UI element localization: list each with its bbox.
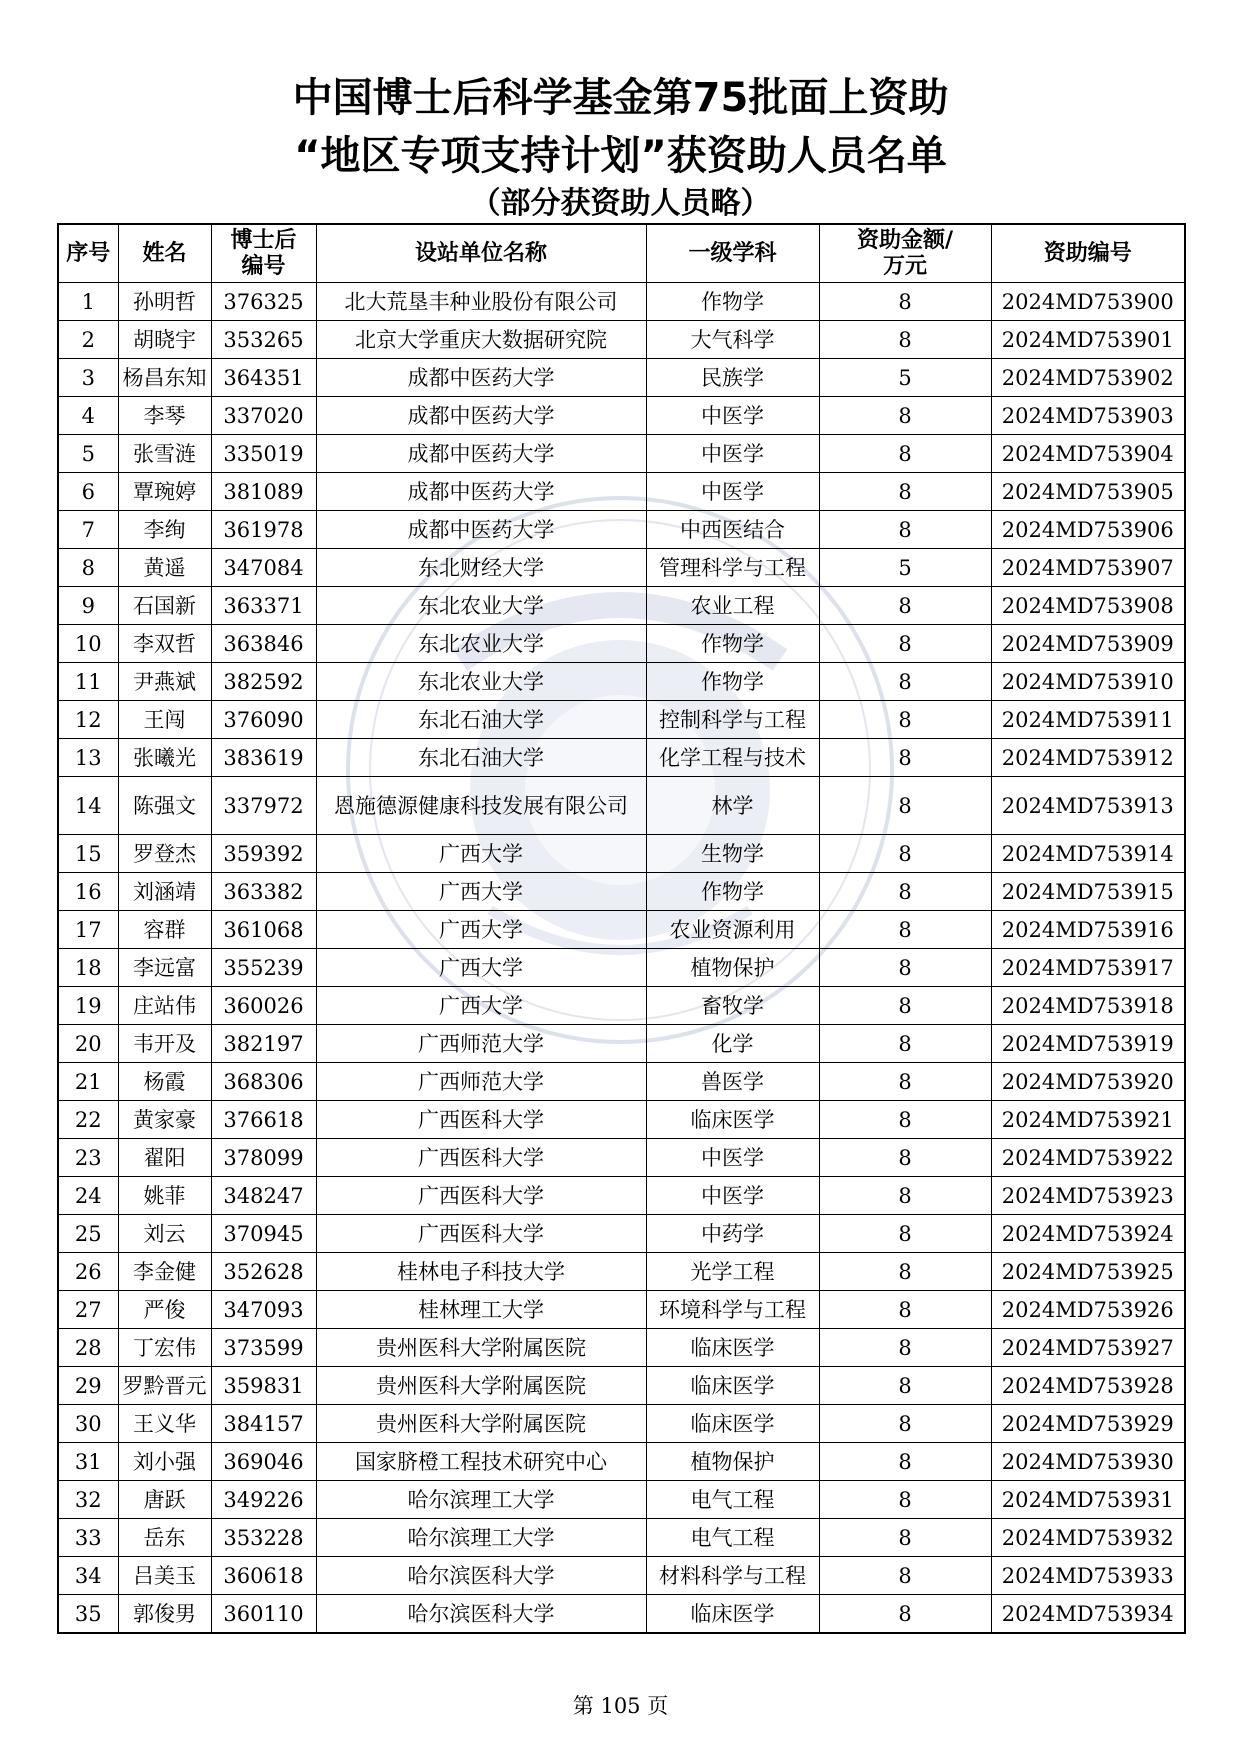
cell-name: 郭俊男: [118, 1595, 211, 1634]
cell-discipline: 作物学: [646, 283, 819, 321]
cell-discipline: 林学: [646, 777, 819, 835]
cell-discipline: 中医学: [646, 473, 819, 511]
cell-discipline: 作物学: [646, 663, 819, 701]
cell-grant-id: 2024MD753905: [991, 473, 1185, 511]
cell-grant-id: 2024MD753907: [991, 549, 1185, 587]
cell-institution: 国家脐橙工程技术研究中心: [316, 1443, 646, 1481]
cell-index: 10: [58, 625, 118, 663]
cell-name: 韦开及: [118, 1025, 211, 1063]
cell-index: 7: [58, 511, 118, 549]
table-row: [58, 777, 1185, 835]
cell-grant-id: 2024MD753917: [991, 949, 1185, 987]
cell-name: 李远富: [118, 949, 211, 987]
cell-postdoc-id: 355239: [211, 949, 316, 987]
cell-discipline: 植物保护: [646, 1443, 819, 1481]
cell-index: 34: [58, 1557, 118, 1595]
table-row: [58, 1215, 1185, 1253]
cell-amount: 8: [819, 663, 991, 701]
cell-index: 25: [58, 1215, 118, 1253]
cell-amount: 8: [819, 949, 991, 987]
cell-postdoc-id: 382197: [211, 1025, 316, 1063]
cell-grant-id: 2024MD753910: [991, 663, 1185, 701]
funding-recipients-table: [57, 223, 1186, 1634]
cell-name: 覃琬婷: [118, 473, 211, 511]
cell-discipline: 电气工程: [646, 1519, 819, 1557]
cell-amount: 8: [819, 1253, 991, 1291]
cell-amount: 8: [819, 1595, 991, 1634]
cell-name: 容群: [118, 911, 211, 949]
cell-discipline: 环境科学与工程: [646, 1291, 819, 1329]
cell-grant-id: 2024MD753922: [991, 1139, 1185, 1177]
cell-index: 4: [58, 397, 118, 435]
cell-index: 16: [58, 873, 118, 911]
cell-postdoc-id: 349226: [211, 1481, 316, 1519]
cell-name: 石国新: [118, 587, 211, 625]
cell-amount: 8: [819, 873, 991, 911]
cell-postdoc-id: 376618: [211, 1101, 316, 1139]
cell-amount: 8: [819, 1557, 991, 1595]
cell-grant-id: 2024MD753923: [991, 1177, 1185, 1215]
cell-index: 30: [58, 1405, 118, 1443]
table-row: [58, 1139, 1185, 1177]
table-row: [58, 1253, 1185, 1291]
cell-discipline: 作物学: [646, 873, 819, 911]
cell-grant-id: 2024MD753913: [991, 777, 1185, 835]
cell-grant-id: 2024MD753921: [991, 1101, 1185, 1139]
cell-name: 李金健: [118, 1253, 211, 1291]
page-number: 第 105 页: [572, 1694, 669, 1718]
cell-institution: 东北农业大学: [316, 625, 646, 663]
cell-name: 李琴: [118, 397, 211, 435]
cell-institution: 成都中医药大学: [316, 359, 646, 397]
cell-postdoc-id: 378099: [211, 1139, 316, 1177]
cell-institution: 广西大学: [316, 873, 646, 911]
cell-amount: 5: [819, 359, 991, 397]
table-row: [58, 1291, 1185, 1329]
cell-postdoc-id: 384157: [211, 1405, 316, 1443]
cell-name: 孙明哲: [118, 283, 211, 321]
cell-discipline: 中西医结合: [646, 511, 819, 549]
cell-index: 27: [58, 1291, 118, 1329]
cell-grant-id: 2024MD753924: [991, 1215, 1185, 1253]
cell-index: 31: [58, 1443, 118, 1481]
cell-grant-id: 2024MD753929: [991, 1405, 1185, 1443]
cell-index: 12: [58, 701, 118, 739]
cell-name: 张曦光: [118, 739, 211, 777]
table-row: [58, 1557, 1185, 1595]
table-row: [58, 1063, 1185, 1101]
document-title-line-1: 中国博士后科学基金第75批面上资助: [292, 75, 949, 121]
cell-index: 11: [58, 663, 118, 701]
table-row: [58, 987, 1185, 1025]
cell-name: 唐跃: [118, 1481, 211, 1519]
cell-grant-id: 2024MD753900: [991, 283, 1185, 321]
cell-name: 李双哲: [118, 625, 211, 663]
cell-institution: 桂林理工大学: [316, 1291, 646, 1329]
cell-institution: 桂林电子科技大学: [316, 1253, 646, 1291]
cell-amount: 8: [819, 1139, 991, 1177]
cell-index: 15: [58, 835, 118, 873]
header-amount: 资助金额/ 万元: [819, 224, 991, 283]
header-grant-id: 资助编号: [991, 224, 1185, 283]
table-row: [58, 283, 1185, 321]
cell-name: 罗登杰: [118, 835, 211, 873]
cell-amount: 5: [819, 549, 991, 587]
cell-name: 尹燕斌: [118, 663, 211, 701]
cell-grant-id: 2024MD753914: [991, 835, 1185, 873]
cell-postdoc-id: 337020: [211, 397, 316, 435]
table-row: [58, 359, 1185, 397]
table-row: [58, 1367, 1185, 1405]
cell-grant-id: 2024MD753932: [991, 1519, 1185, 1557]
cell-discipline: 兽医学: [646, 1063, 819, 1101]
cell-amount: 8: [819, 777, 991, 835]
cell-discipline: 中医学: [646, 435, 819, 473]
cell-grant-id: 2024MD753920: [991, 1063, 1185, 1101]
cell-discipline: 临床医学: [646, 1101, 819, 1139]
cell-amount: 8: [819, 1405, 991, 1443]
cell-name: 王义华: [118, 1405, 211, 1443]
cell-name: 刘小强: [118, 1443, 211, 1481]
cell-grant-id: 2024MD753919: [991, 1025, 1185, 1063]
cell-index: 33: [58, 1519, 118, 1557]
cell-amount: 8: [819, 987, 991, 1025]
cell-institution: 广西师范大学: [316, 1025, 646, 1063]
cell-institution: 成都中医药大学: [316, 435, 646, 473]
cell-name: 吕美玉: [118, 1557, 211, 1595]
cell-amount: 8: [819, 1367, 991, 1405]
cell-grant-id: 2024MD753930: [991, 1443, 1185, 1481]
cell-institution: 成都中医药大学: [316, 473, 646, 511]
cell-grant-id: 2024MD753916: [991, 911, 1185, 949]
cell-amount: 8: [819, 1025, 991, 1063]
cell-institution: 广西医科大学: [316, 1177, 646, 1215]
cell-discipline: 植物保护: [646, 949, 819, 987]
cell-amount: 8: [819, 321, 991, 359]
table-row: [58, 321, 1185, 359]
cell-amount: 8: [819, 1443, 991, 1481]
cell-amount: 8: [819, 911, 991, 949]
cell-index: 19: [58, 987, 118, 1025]
cell-discipline: 化学: [646, 1025, 819, 1063]
cell-institution: 东北农业大学: [316, 663, 646, 701]
cell-amount: 8: [819, 1291, 991, 1329]
cell-postdoc-id: 376090: [211, 701, 316, 739]
cell-institution: 贵州医科大学附属医院: [316, 1367, 646, 1405]
cell-name: 张雪涟: [118, 435, 211, 473]
cell-name: 严俊: [118, 1291, 211, 1329]
cell-discipline: 电气工程: [646, 1481, 819, 1519]
cell-index: 23: [58, 1139, 118, 1177]
cell-institution: 广西大学: [316, 911, 646, 949]
cell-name: 杨霞: [118, 1063, 211, 1101]
table-row: [58, 873, 1185, 911]
cell-institution: 广西师范大学: [316, 1063, 646, 1101]
cell-index: 24: [58, 1177, 118, 1215]
cell-name: 黄家豪: [118, 1101, 211, 1139]
cell-grant-id: 2024MD753928: [991, 1367, 1185, 1405]
cell-discipline: 畜牧学: [646, 987, 819, 1025]
cell-institution: 广西医科大学: [316, 1101, 646, 1139]
cell-name: 岳东: [118, 1519, 211, 1557]
cell-postdoc-id: 360618: [211, 1557, 316, 1595]
cell-discipline: 临床医学: [646, 1367, 819, 1405]
cell-discipline: 临床医学: [646, 1329, 819, 1367]
cell-postdoc-id: 363371: [211, 587, 316, 625]
cell-postdoc-id: 368306: [211, 1063, 316, 1101]
cell-index: 3: [58, 359, 118, 397]
cell-postdoc-id: 360026: [211, 987, 316, 1025]
table-row: [58, 949, 1185, 987]
cell-amount: 8: [819, 1063, 991, 1101]
cell-institution: 广西医科大学: [316, 1139, 646, 1177]
cell-discipline: 农业资源利用: [646, 911, 819, 949]
table-row: [58, 663, 1185, 701]
table-row: [58, 511, 1185, 549]
cell-index: 21: [58, 1063, 118, 1101]
cell-index: 5: [58, 435, 118, 473]
cell-grant-id: 2024MD753902: [991, 359, 1185, 397]
cell-index: 22: [58, 1101, 118, 1139]
cell-discipline: 临床医学: [646, 1595, 819, 1634]
cell-postdoc-id: 364351: [211, 359, 316, 397]
cell-postdoc-id: 335019: [211, 435, 316, 473]
cell-amount: 8: [819, 283, 991, 321]
cell-institution: 成都中医药大学: [316, 511, 646, 549]
cell-discipline: 中药学: [646, 1215, 819, 1253]
cell-index: 26: [58, 1253, 118, 1291]
cell-institution: 广西大学: [316, 949, 646, 987]
cell-institution: 贵州医科大学附属医院: [316, 1329, 646, 1367]
cell-grant-id: 2024MD753915: [991, 873, 1185, 911]
cell-amount: 8: [819, 435, 991, 473]
cell-grant-id: 2024MD753906: [991, 511, 1185, 549]
table-row: [58, 587, 1185, 625]
cell-discipline: 大气科学: [646, 321, 819, 359]
cell-institution: 东北石油大学: [316, 739, 646, 777]
cell-discipline: 临床医学: [646, 1405, 819, 1443]
cell-amount: 8: [819, 1101, 991, 1139]
cell-index: 8: [58, 549, 118, 587]
cell-institution: 东北农业大学: [316, 587, 646, 625]
table-row: [58, 1519, 1185, 1557]
table-body: [58, 283, 1185, 1634]
table-row: [58, 473, 1185, 511]
cell-index: 18: [58, 949, 118, 987]
cell-discipline: 生物学: [646, 835, 819, 873]
cell-postdoc-id: 347084: [211, 549, 316, 587]
cell-name: 罗黔晋元: [118, 1367, 211, 1405]
cell-index: 14: [58, 777, 118, 835]
cell-amount: 8: [819, 1481, 991, 1519]
cell-discipline: 控制科学与工程: [646, 701, 819, 739]
cell-amount: 8: [819, 511, 991, 549]
cell-index: 29: [58, 1367, 118, 1405]
cell-amount: 8: [819, 1519, 991, 1557]
cell-postdoc-id: 369046: [211, 1443, 316, 1481]
cell-grant-id: 2024MD753933: [991, 1557, 1185, 1595]
cell-index: 17: [58, 911, 118, 949]
cell-postdoc-id: 361068: [211, 911, 316, 949]
cell-grant-id: 2024MD753903: [991, 397, 1185, 435]
header-institution: 设站单位名称: [316, 224, 646, 283]
cell-grant-id: 2024MD753908: [991, 587, 1185, 625]
cell-institution: 成都中医药大学: [316, 397, 646, 435]
cell-institution: 贵州医科大学附属医院: [316, 1405, 646, 1443]
cell-name: 黄遥: [118, 549, 211, 587]
cell-name: 翟阳: [118, 1139, 211, 1177]
cell-name: 刘云: [118, 1215, 211, 1253]
table-row: [58, 1481, 1185, 1519]
document-title-line-2: “地区专项支持计划”获资助人员名单: [294, 133, 947, 179]
cell-grant-id: 2024MD753912: [991, 739, 1185, 777]
cell-postdoc-id: 347093: [211, 1291, 316, 1329]
header-index: 序号: [58, 224, 118, 283]
cell-postdoc-id: 373599: [211, 1329, 316, 1367]
cell-postdoc-id: 337972: [211, 777, 316, 835]
cell-institution: 广西大学: [316, 835, 646, 873]
table-row: [58, 1443, 1185, 1481]
cell-postdoc-id: 363846: [211, 625, 316, 663]
cell-grant-id: 2024MD753911: [991, 701, 1185, 739]
cell-postdoc-id: 360110: [211, 1595, 316, 1634]
cell-index: 28: [58, 1329, 118, 1367]
cell-index: 35: [58, 1595, 118, 1634]
header-name: 姓名: [118, 224, 211, 283]
cell-name: 刘涵靖: [118, 873, 211, 911]
cell-index: 20: [58, 1025, 118, 1063]
cell-grant-id: 2024MD753925: [991, 1253, 1185, 1291]
cell-institution: 北大荒垦丰种业股份有限公司: [316, 283, 646, 321]
cell-postdoc-id: 363382: [211, 873, 316, 911]
cell-name: 王闯: [118, 701, 211, 739]
cell-postdoc-id: 359831: [211, 1367, 316, 1405]
cell-institution: 东北石油大学: [316, 701, 646, 739]
cell-name: 李绚: [118, 511, 211, 549]
cell-institution: 广西医科大学: [316, 1215, 646, 1253]
cell-grant-id: 2024MD753904: [991, 435, 1185, 473]
cell-name: 杨昌东知: [118, 359, 211, 397]
cell-institution: 哈尔滨医科大学: [316, 1557, 646, 1595]
cell-postdoc-id: 353265: [211, 321, 316, 359]
cell-index: 6: [58, 473, 118, 511]
cell-index: 2: [58, 321, 118, 359]
cell-amount: 8: [819, 1215, 991, 1253]
table-row: [58, 701, 1185, 739]
table-row: [58, 1101, 1185, 1139]
cell-discipline: 材料科学与工程: [646, 1557, 819, 1595]
table-row: [58, 1329, 1185, 1367]
cell-amount: 8: [819, 625, 991, 663]
cell-discipline: 化学工程与技术: [646, 739, 819, 777]
cell-institution: 哈尔滨理工大学: [316, 1481, 646, 1519]
cell-postdoc-id: 348247: [211, 1177, 316, 1215]
table-row: [58, 739, 1185, 777]
table-row: [58, 1025, 1185, 1063]
cell-discipline: 中医学: [646, 1139, 819, 1177]
cell-grant-id: 2024MD753927: [991, 1329, 1185, 1367]
cell-institution: 北京大学重庆大数据研究院: [316, 321, 646, 359]
document-subtitle: （部分获资助人员略）: [470, 186, 771, 221]
cell-grant-id: 2024MD753909: [991, 625, 1185, 663]
cell-postdoc-id: 381089: [211, 473, 316, 511]
table-row: [58, 625, 1185, 663]
table-row: [58, 435, 1185, 473]
cell-amount: 8: [819, 397, 991, 435]
cell-discipline: 光学工程: [646, 1253, 819, 1291]
cell-index: 32: [58, 1481, 118, 1519]
cell-postdoc-id: 370945: [211, 1215, 316, 1253]
table-row: [58, 911, 1185, 949]
cell-amount: 8: [819, 1329, 991, 1367]
cell-name: 胡晓宇: [118, 321, 211, 359]
cell-index: 1: [58, 283, 118, 321]
cell-name: 姚菲: [118, 1177, 211, 1215]
cell-institution: 东北财经大学: [316, 549, 646, 587]
cell-amount: 8: [819, 1177, 991, 1215]
cell-index: 9: [58, 587, 118, 625]
cell-postdoc-id: 352628: [211, 1253, 316, 1291]
table-header-row: [58, 224, 1185, 283]
cell-amount: 8: [819, 701, 991, 739]
cell-postdoc-id: 353228: [211, 1519, 316, 1557]
header-postdoc-id: 博士后 编号: [211, 224, 316, 283]
cell-discipline: 中医学: [646, 397, 819, 435]
cell-postdoc-id: 361978: [211, 511, 316, 549]
table-row: [58, 835, 1185, 873]
table-row: [58, 1177, 1185, 1215]
table-row: [58, 1405, 1185, 1443]
cell-discipline: 中医学: [646, 1177, 819, 1215]
cell-postdoc-id: 382592: [211, 663, 316, 701]
cell-institution: 哈尔滨理工大学: [316, 1519, 646, 1557]
cell-grant-id: 2024MD753918: [991, 987, 1185, 1025]
cell-amount: 8: [819, 473, 991, 511]
cell-discipline: 民族学: [646, 359, 819, 397]
table-row: [58, 1595, 1185, 1634]
cell-discipline: 作物学: [646, 625, 819, 663]
cell-name: 庄站伟: [118, 987, 211, 1025]
cell-discipline: 农业工程: [646, 587, 819, 625]
cell-name: 丁宏伟: [118, 1329, 211, 1367]
cell-grant-id: 2024MD753931: [991, 1481, 1185, 1519]
cell-discipline: 管理科学与工程: [646, 549, 819, 587]
cell-name: 陈强文: [118, 777, 211, 835]
cell-institution: 哈尔滨医科大学: [316, 1595, 646, 1634]
table-row: [58, 549, 1185, 587]
cell-amount: 8: [819, 739, 991, 777]
cell-amount: 8: [819, 587, 991, 625]
cell-postdoc-id: 376325: [211, 283, 316, 321]
cell-institution: 广西大学: [316, 987, 646, 1025]
cell-amount: 8: [819, 835, 991, 873]
header-discipline: 一级学科: [646, 224, 819, 283]
cell-grant-id: 2024MD753934: [991, 1595, 1185, 1634]
cell-postdoc-id: 383619: [211, 739, 316, 777]
cell-index: 13: [58, 739, 118, 777]
table-row: [58, 397, 1185, 435]
cell-grant-id: 2024MD753926: [991, 1291, 1185, 1329]
cell-postdoc-id: 359392: [211, 835, 316, 873]
cell-grant-id: 2024MD753901: [991, 321, 1185, 359]
cell-institution: 恩施德源健康科技发展有限公司: [316, 777, 646, 835]
